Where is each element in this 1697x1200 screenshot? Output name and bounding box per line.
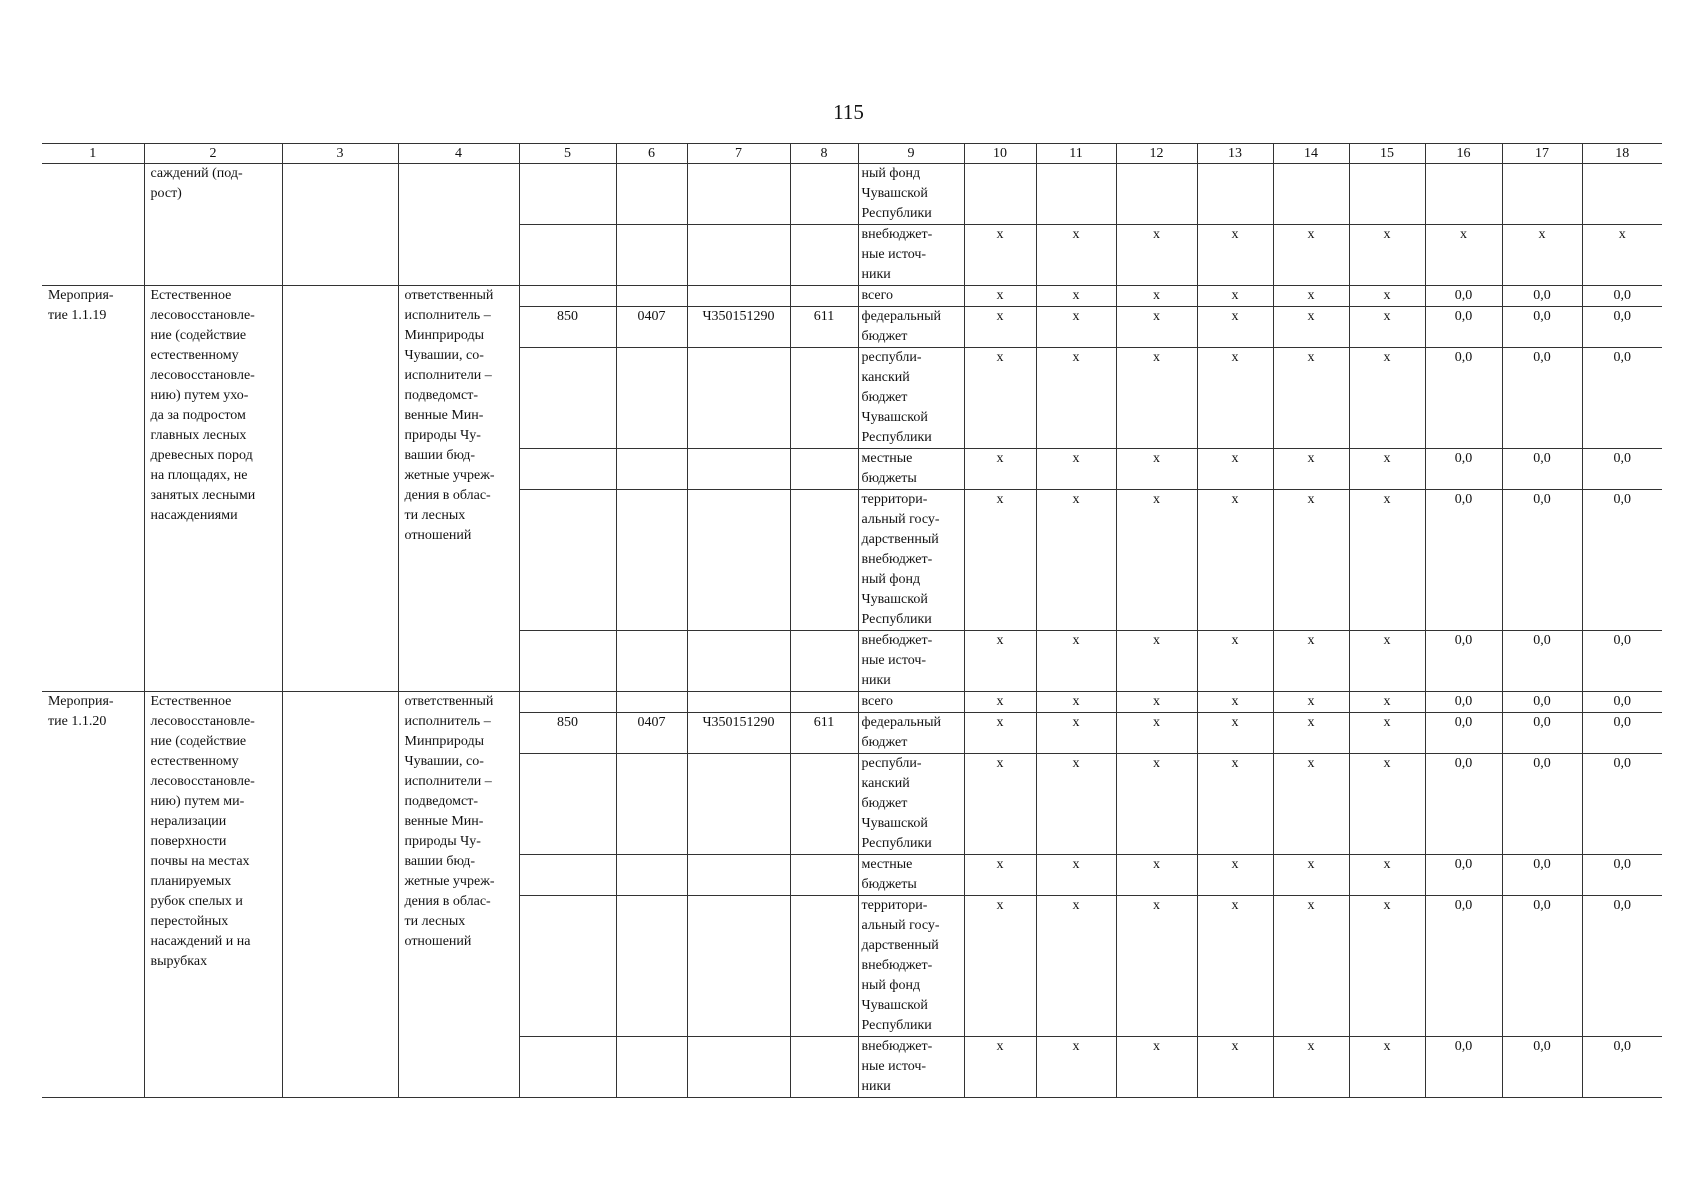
- value-cell-col-12: [1116, 164, 1197, 225]
- value-cell-col-15: х: [1349, 713, 1425, 754]
- executor-cell: [398, 164, 519, 286]
- value-cell-col-15: х: [1349, 855, 1425, 896]
- col3-cell: [282, 164, 398, 286]
- value-cell-col-17: 0,0: [1502, 692, 1582, 713]
- budget-code-cell-7: [687, 348, 790, 449]
- value-cell-col-15: х: [1349, 307, 1425, 348]
- funding-source-cell: республи- канский бюджет Чувашской Республики: [858, 754, 964, 855]
- col3-cell: [282, 286, 398, 692]
- value-cell-col-12: х: [1116, 286, 1197, 307]
- activity-name-cell: Естественное лесовосстановле- ние (содействие естественному лесовосстановле- нию) путем ухо- да за подростом главных лесных древесных пород на площадях, не занятых лесными насаждениями: [144, 286, 282, 692]
- budget-code-cell-7: [687, 896, 790, 1037]
- value-cell-col-13: х: [1197, 754, 1273, 855]
- value-cell-col-18: х: [1582, 225, 1662, 286]
- value-cell-col-15: х: [1349, 348, 1425, 449]
- value-cell-col-18: 0,0: [1582, 692, 1662, 713]
- value-cell-col-12: х: [1116, 692, 1197, 713]
- budget-code-cell-7: [687, 1037, 790, 1098]
- column-header-18: 18: [1582, 144, 1662, 164]
- value-cell-col-12: х: [1116, 713, 1197, 754]
- value-cell-col-16: 0,0: [1425, 348, 1502, 449]
- funding-source-cell: всего: [858, 286, 964, 307]
- budget-code-cell-6: [616, 490, 687, 631]
- value-cell-col-12: х: [1116, 896, 1197, 1037]
- budget-code-cell-6: [616, 164, 687, 225]
- executor-cell: ответственный исполнитель – Минприроды Чувашии, со- исполнители – подведомст- венные Мин- природы Чу- вашии бюд- жетные учреж- дения в облас- ти лесных отношений: [398, 692, 519, 1098]
- value-cell-col-18: 0,0: [1582, 754, 1662, 855]
- value-cell-col-17: 0,0: [1502, 307, 1582, 348]
- value-cell-col-16: 0,0: [1425, 307, 1502, 348]
- budget-code-cell-5: 850: [519, 713, 616, 754]
- column-header-15: 15: [1349, 144, 1425, 164]
- budget-code-cell-8: 611: [790, 713, 858, 754]
- value-cell-col-18: 0,0: [1582, 348, 1662, 449]
- funding-source-cell: внебюджет- ные источ- ники: [858, 631, 964, 692]
- value-cell-col-18: 0,0: [1582, 490, 1662, 631]
- funding-source-cell: всего: [858, 692, 964, 713]
- value-cell-col-14: х: [1273, 490, 1349, 631]
- value-cell-col-10: х: [964, 348, 1036, 449]
- budget-code-cell-7: [687, 286, 790, 307]
- column-header-2: 2: [144, 144, 282, 164]
- column-number-row: [42, 144, 1662, 164]
- value-cell-col-11: х: [1036, 490, 1116, 631]
- value-cell-col-13: х: [1197, 1037, 1273, 1098]
- value-cell-col-10: х: [964, 225, 1036, 286]
- column-header-6: 6: [616, 144, 687, 164]
- budget-code-cell-7: Ч350151290: [687, 307, 790, 348]
- value-cell-col-15: х: [1349, 225, 1425, 286]
- column-header-9: 9: [858, 144, 964, 164]
- budget-code-cell-5: [519, 896, 616, 1037]
- value-cell-col-13: х: [1197, 449, 1273, 490]
- value-cell-col-11: х: [1036, 855, 1116, 896]
- budget-table: [42, 143, 1662, 1098]
- value-cell-col-13: х: [1197, 348, 1273, 449]
- value-cell-col-10: х: [964, 631, 1036, 692]
- activity-code-cell: Мероприя- тие 1.1.19: [42, 286, 144, 692]
- budget-code-cell-8: [790, 348, 858, 449]
- budget-code-cell-8: [790, 490, 858, 631]
- value-cell-col-17: 0,0: [1502, 754, 1582, 855]
- column-header-5: 5: [519, 144, 616, 164]
- value-cell-col-10: х: [964, 855, 1036, 896]
- value-cell-col-15: х: [1349, 449, 1425, 490]
- column-header-8: 8: [790, 144, 858, 164]
- budget-code-cell-8: [790, 225, 858, 286]
- value-cell-col-11: х: [1036, 631, 1116, 692]
- value-cell-col-15: х: [1349, 286, 1425, 307]
- value-cell-col-17: 0,0: [1502, 449, 1582, 490]
- value-cell-col-15: [1349, 164, 1425, 225]
- value-cell-col-11: х: [1036, 307, 1116, 348]
- budget-code-cell-6: [616, 449, 687, 490]
- value-cell-col-12: х: [1116, 307, 1197, 348]
- budget-code-cell-8: [790, 286, 858, 307]
- value-cell-col-14: х: [1273, 225, 1349, 286]
- budget-code-cell-5: [519, 348, 616, 449]
- column-header-11: 11: [1036, 144, 1116, 164]
- value-cell-col-10: х: [964, 896, 1036, 1037]
- budget-code-cell-8: 611: [790, 307, 858, 348]
- value-cell-col-10: х: [964, 1037, 1036, 1098]
- column-header-4: 4: [398, 144, 519, 164]
- value-cell-col-13: х: [1197, 286, 1273, 307]
- budget-code-cell-7: [687, 164, 790, 225]
- value-cell-col-18: [1582, 164, 1662, 225]
- value-cell-col-17: 0,0: [1502, 490, 1582, 631]
- column-header-1: 1: [42, 144, 144, 164]
- column-header-14: 14: [1273, 144, 1349, 164]
- value-cell-col-16: 0,0: [1425, 754, 1502, 855]
- value-cell-col-18: 0,0: [1582, 307, 1662, 348]
- budget-code-cell-5: [519, 449, 616, 490]
- value-cell-col-13: х: [1197, 225, 1273, 286]
- column-header-3: 3: [282, 144, 398, 164]
- budget-code-cell-5: [519, 225, 616, 286]
- funding-source-cell: местные бюджеты: [858, 855, 964, 896]
- value-cell-col-10: х: [964, 449, 1036, 490]
- budget-code-cell-6: [616, 1037, 687, 1098]
- value-cell-col-17: 0,0: [1502, 348, 1582, 449]
- value-cell-col-18: 0,0: [1582, 713, 1662, 754]
- budget-code-cell-7: [687, 225, 790, 286]
- budget-code-cell-5: [519, 631, 616, 692]
- budget-code-cell-7: [687, 754, 790, 855]
- value-cell-col-15: х: [1349, 896, 1425, 1037]
- budget-code-cell-8: [790, 692, 858, 713]
- value-cell-col-18: 0,0: [1582, 1037, 1662, 1098]
- executor-cell: ответственный исполнитель – Минприроды Чувашии, со- исполнители – подведомст- венные Мин- природы Чу- вашии бюд- жетные учреж- дения в облас- ти лесных отношений: [398, 286, 519, 692]
- budget-code-cell-5: [519, 692, 616, 713]
- activity-name-cell: саждений (под- рост): [144, 164, 282, 286]
- budget-code-cell-6: 0407: [616, 713, 687, 754]
- funding-source-cell: ный фонд Чувашской Республики: [858, 164, 964, 225]
- funding-source-cell: федеральный бюджет: [858, 713, 964, 754]
- column-header-16: 16: [1425, 144, 1502, 164]
- value-cell-col-14: х: [1273, 449, 1349, 490]
- value-cell-col-18: 0,0: [1582, 449, 1662, 490]
- page-number: 115: [833, 100, 864, 124]
- value-cell-col-17: 0,0: [1502, 1037, 1582, 1098]
- table-row: [42, 164, 1662, 225]
- value-cell-col-14: [1273, 164, 1349, 225]
- activity-name-cell: Естественное лесовосстановле- ние (содействие естественному лесовосстановле- нию) путем ми- нерализации поверхности почвы на местах планируемых рубок спелых и перестойных насаждений и на вырубках: [144, 692, 282, 1098]
- table-row: [42, 286, 1662, 307]
- value-cell-col-11: х: [1036, 896, 1116, 1037]
- value-cell-col-12: х: [1116, 348, 1197, 449]
- value-cell-col-11: х: [1036, 754, 1116, 855]
- budget-code-cell-6: [616, 225, 687, 286]
- budget-code-cell-8: [790, 754, 858, 855]
- value-cell-col-17: 0,0: [1502, 713, 1582, 754]
- column-header-10: 10: [964, 144, 1036, 164]
- column-header-7: 7: [687, 144, 790, 164]
- col3-cell: [282, 692, 398, 1098]
- funding-source-cell: внебюджет- ные источ- ники: [858, 225, 964, 286]
- budget-code-cell-7: [687, 449, 790, 490]
- value-cell-col-16: 0,0: [1425, 713, 1502, 754]
- value-cell-col-15: х: [1349, 490, 1425, 631]
- funding-source-cell: федеральный бюджет: [858, 307, 964, 348]
- budget-code-cell-8: [790, 631, 858, 692]
- value-cell-col-15: х: [1349, 1037, 1425, 1098]
- value-cell-col-16: 0,0: [1425, 490, 1502, 631]
- value-cell-col-18: 0,0: [1582, 855, 1662, 896]
- value-cell-col-10: х: [964, 490, 1036, 631]
- value-cell-col-16: 0,0: [1425, 1037, 1502, 1098]
- budget-code-cell-7: [687, 855, 790, 896]
- budget-code-cell-6: [616, 348, 687, 449]
- budget-code-cell-5: [519, 286, 616, 307]
- column-header-13: 13: [1197, 144, 1273, 164]
- budget-code-cell-5: [519, 754, 616, 855]
- budget-code-cell-5: [519, 164, 616, 225]
- value-cell-col-13: х: [1197, 692, 1273, 713]
- budget-code-cell-8: [790, 449, 858, 490]
- value-cell-col-17: [1502, 164, 1582, 225]
- value-cell-col-11: [1036, 164, 1116, 225]
- value-cell-col-12: х: [1116, 631, 1197, 692]
- value-cell-col-14: х: [1273, 692, 1349, 713]
- funding-source-cell: республи- канский бюджет Чувашской Республики: [858, 348, 964, 449]
- value-cell-col-16: [1425, 164, 1502, 225]
- budget-code-cell-5: 850: [519, 307, 616, 348]
- budget-code-cell-8: [790, 1037, 858, 1098]
- value-cell-col-15: х: [1349, 754, 1425, 855]
- activity-code-cell: Мероприя- тие 1.1.20: [42, 692, 144, 1098]
- value-cell-col-17: 0,0: [1502, 855, 1582, 896]
- value-cell-col-11: х: [1036, 713, 1116, 754]
- budget-code-cell-8: [790, 164, 858, 225]
- value-cell-col-12: х: [1116, 754, 1197, 855]
- value-cell-col-12: х: [1116, 490, 1197, 631]
- value-cell-col-14: х: [1273, 286, 1349, 307]
- value-cell-col-18: 0,0: [1582, 631, 1662, 692]
- table-body: [42, 164, 1662, 1098]
- value-cell-col-10: х: [964, 692, 1036, 713]
- column-header-17: 17: [1502, 144, 1582, 164]
- value-cell-col-16: 0,0: [1425, 896, 1502, 1037]
- value-cell-col-13: х: [1197, 490, 1273, 631]
- budget-code-cell-5: [519, 855, 616, 896]
- value-cell-col-15: х: [1349, 631, 1425, 692]
- value-cell-col-11: х: [1036, 692, 1116, 713]
- value-cell-col-13: х: [1197, 713, 1273, 754]
- value-cell-col-10: х: [964, 713, 1036, 754]
- budget-code-cell-7: [687, 490, 790, 631]
- value-cell-col-17: х: [1502, 225, 1582, 286]
- value-cell-col-16: 0,0: [1425, 449, 1502, 490]
- funding-source-cell: местные бюджеты: [858, 449, 964, 490]
- column-header-12: 12: [1116, 144, 1197, 164]
- budget-code-cell-6: [616, 692, 687, 713]
- table-header: [42, 144, 1662, 164]
- funding-source-cell: внебюджет- ные источ- ники: [858, 1037, 964, 1098]
- budget-code-cell-6: [616, 631, 687, 692]
- value-cell-col-16: х: [1425, 225, 1502, 286]
- value-cell-col-14: х: [1273, 631, 1349, 692]
- funding-source-cell: территори- альный госу- дарственный внебюджет- ный фонд Чувашской Республики: [858, 896, 964, 1037]
- table-row: [42, 692, 1662, 713]
- value-cell-col-14: х: [1273, 1037, 1349, 1098]
- budget-code-cell-8: [790, 855, 858, 896]
- budget-code-cell-5: [519, 490, 616, 631]
- value-cell-col-11: х: [1036, 225, 1116, 286]
- value-cell-col-12: х: [1116, 855, 1197, 896]
- budget-code-cell-6: [616, 286, 687, 307]
- value-cell-col-13: [1197, 164, 1273, 225]
- value-cell-col-14: х: [1273, 713, 1349, 754]
- budget-code-cell-5: [519, 1037, 616, 1098]
- value-cell-col-10: х: [964, 286, 1036, 307]
- value-cell-col-14: х: [1273, 896, 1349, 1037]
- value-cell-col-14: х: [1273, 754, 1349, 855]
- value-cell-col-13: х: [1197, 307, 1273, 348]
- value-cell-col-18: 0,0: [1582, 896, 1662, 1037]
- value-cell-col-13: х: [1197, 855, 1273, 896]
- value-cell-col-11: х: [1036, 348, 1116, 449]
- value-cell-col-13: х: [1197, 896, 1273, 1037]
- value-cell-col-16: 0,0: [1425, 855, 1502, 896]
- activity-code-cell: [42, 164, 144, 286]
- budget-code-cell-7: [687, 692, 790, 713]
- budget-code-cell-8: [790, 896, 858, 1037]
- value-cell-col-14: х: [1273, 307, 1349, 348]
- budget-code-cell-6: [616, 855, 687, 896]
- value-cell-col-15: х: [1349, 692, 1425, 713]
- value-cell-col-18: 0,0: [1582, 286, 1662, 307]
- funding-source-cell: территори- альный госу- дарственный внебюджет- ный фонд Чувашской Республики: [858, 490, 964, 631]
- value-cell-col-14: х: [1273, 348, 1349, 449]
- value-cell-col-17: 0,0: [1502, 631, 1582, 692]
- value-cell-col-10: [964, 164, 1036, 225]
- value-cell-col-17: 0,0: [1502, 286, 1582, 307]
- value-cell-col-16: 0,0: [1425, 692, 1502, 713]
- value-cell-col-10: х: [964, 307, 1036, 348]
- value-cell-col-11: х: [1036, 1037, 1116, 1098]
- budget-code-cell-7: Ч350151290: [687, 713, 790, 754]
- value-cell-col-11: х: [1036, 286, 1116, 307]
- value-cell-col-14: х: [1273, 855, 1349, 896]
- value-cell-col-10: х: [964, 754, 1036, 855]
- budget-code-cell-6: [616, 754, 687, 855]
- budget-code-cell-6: [616, 896, 687, 1037]
- value-cell-col-13: х: [1197, 631, 1273, 692]
- budget-code-cell-6: 0407: [616, 307, 687, 348]
- value-cell-col-12: х: [1116, 225, 1197, 286]
- value-cell-col-16: 0,0: [1425, 631, 1502, 692]
- value-cell-col-12: х: [1116, 449, 1197, 490]
- value-cell-col-12: х: [1116, 1037, 1197, 1098]
- value-cell-col-11: х: [1036, 449, 1116, 490]
- budget-code-cell-7: [687, 631, 790, 692]
- value-cell-col-16: 0,0: [1425, 286, 1502, 307]
- value-cell-col-17: 0,0: [1502, 896, 1582, 1037]
